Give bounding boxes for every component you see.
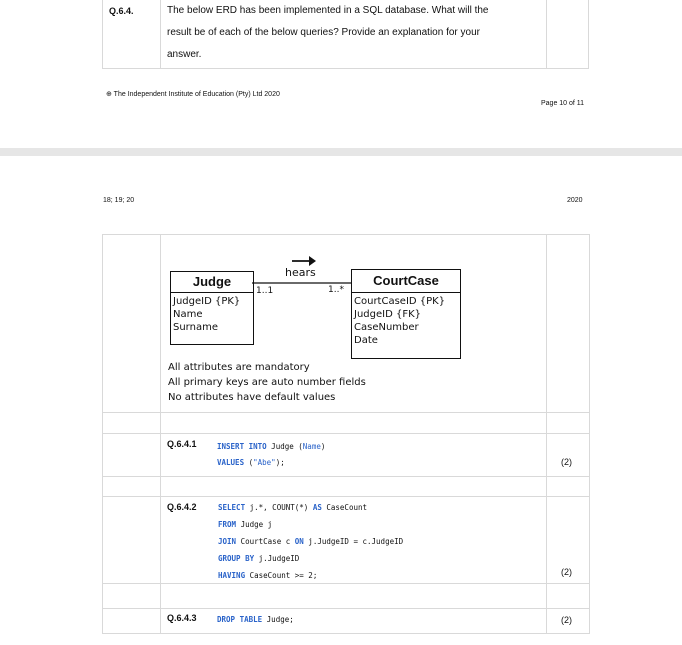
courtcase-attribute: CaseNumber [354,322,419,333]
sql-keyword: HAVING [218,571,246,580]
sql-keyword: DROP TABLE [217,615,263,624]
left-cardinality: 1..1 [256,286,274,296]
erd-notes [168,360,366,405]
judge-attribute: JudgeID {PK} [173,296,241,307]
judge-attribute: Surname [173,322,218,333]
code-line [218,550,403,567]
code-line [217,612,294,628]
question-6-4-2-number: Q.6.4.2 [167,502,197,512]
judge-entity [170,271,254,345]
question-text [167,0,547,66]
sql-text: j.JudgeID = c.JudgeID [303,537,404,546]
relationship-label: hears [285,266,316,279]
courtcase-title: CourtCase [352,270,460,293]
question-6-4-1-marks: (2) [561,457,572,467]
arrow-right-icon [292,256,316,266]
question-6-4-1-code [217,439,325,471]
sql-text: ); [275,458,285,467]
question-6-4-1-number: Q.6.4.1 [167,439,197,449]
courtcase-attribute: Date [354,335,378,346]
sql-keyword: FROM [218,520,237,529]
sql-keyword: AS [312,503,322,512]
right-cardinality: 1..* [328,285,344,295]
question-number: Q.6.4. [109,6,134,16]
sql-keyword: JOIN [218,537,237,546]
question-line: The below ERD has been implemented in a SQL database. What will the [167,5,489,16]
sql-text: CourtCase c [236,537,295,546]
code-line [218,533,403,550]
sql-text: ) [320,442,326,451]
sql-keyword: VALUES [217,458,245,467]
sql-text: ( [244,458,254,467]
code-line [218,516,403,533]
sql-string: Name [302,442,321,451]
sql-text: CaseCount [321,503,368,512]
sql-text: j.JudgeID [254,554,300,563]
sql-text: j.*, COUNT(*) [245,503,313,512]
note-line: All attributes are mandatory [168,362,310,373]
question-6-4-3-marks: (2) [561,615,572,625]
code-line [218,499,403,516]
judge-attribute: Name [173,309,203,320]
sql-text: Judge j [236,520,273,529]
code-line [217,439,325,455]
question-line: answer. [167,49,202,60]
question-6-4-2-marks: (2) [561,567,572,577]
question-6-4-3-code [217,612,294,628]
note-line: No attributes have default values [168,392,336,403]
sql-text: Judge; [262,615,294,624]
courtcase-attribute: JudgeID {FK} [354,309,421,320]
page-separator [0,148,682,156]
copyright-footer: ⊕ The Independent Institute of Education (Pty) Ltd 2020 [106,91,280,98]
judge-title: Judge [171,272,253,293]
code-line [218,567,403,584]
courtcase-entity [351,269,461,359]
sql-keyword: ON [294,537,304,546]
question-6-4-2-code [218,499,403,584]
sql-keyword: GROUP BY [218,554,255,563]
sql-string: "Abe" [253,458,276,467]
code-line [217,455,325,471]
page-number: Page 10 of 11 [541,100,585,107]
header-right: 2020 [567,197,583,204]
sql-text: CaseCount >= 2; [245,571,318,580]
question-6-4-3-number: Q.6.4.3 [167,613,197,623]
header-left: 18; 19; 20 [103,197,135,204]
sql-keyword: INSERT INTO [217,442,267,451]
question-line: result be of each of the below queries? Provide an explanation for your [167,27,480,38]
note-line: All primary keys are auto number fields [168,377,366,388]
courtcase-attribute: CourtCaseID {PK} [354,296,446,307]
sql-text: Judge ( [266,442,303,451]
sql-keyword: SELECT [218,503,246,512]
